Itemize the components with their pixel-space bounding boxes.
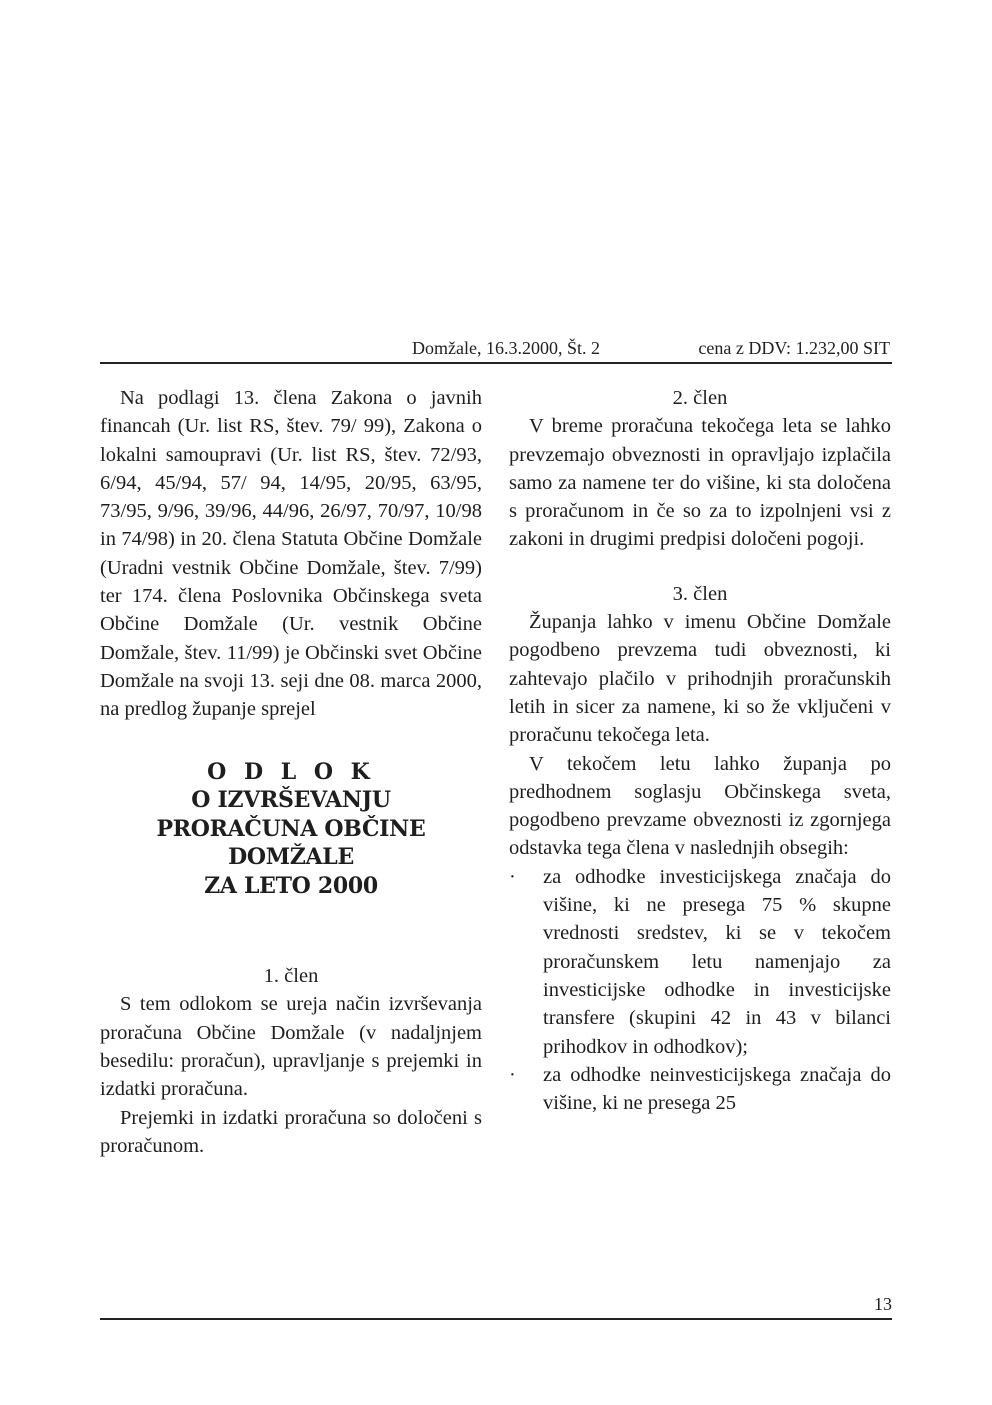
title-line-4: DOMŽALE [228, 844, 354, 871]
list-item-text: za odhodke neinvesticijskega značaja do višine, ki ne presega 25 [543, 1063, 891, 1115]
price-info: cena z DDV: 1.232,00 SIT [698, 338, 890, 358]
list-item [509, 1061, 891, 1118]
bullet-icon: · [509, 865, 516, 888]
article-1-paragraph-2: Prejemki in izdatki proračuna so določeni s proračunom. [100, 1106, 482, 1157]
article-1-paragraph-1: S tem odlokom se ureja način izvrševanja proračuna Občine Domžale (v nadaljnjem besedilu: proračun), upravljanje s prejemki in izdatki proračuna. [100, 993, 482, 1101]
article-1-heading: 1. člen [263, 965, 319, 988]
obligation-list [509, 863, 891, 1118]
footer-rule [100, 1318, 892, 1320]
title-line-3: PRORAČUNA OBČINE [156, 815, 426, 842]
left-column [100, 384, 482, 1160]
issue-info: Domžale, 16.3.2000, Št. 2 [412, 338, 600, 358]
bullet-icon: · [509, 1063, 516, 1086]
article-2-heading: 2. člen [672, 387, 728, 409]
title-line-1: O D L O K [207, 758, 375, 785]
right-column [509, 384, 891, 1117]
page-number: 13 [874, 1294, 892, 1314]
article-3-paragraph-2: V tekočem letu lahko županja po predhodnem soglasju Občinskega sveta, pogodbeno prevzame obveznosti iz zgornjega odstavka tega člena v naslednjih obsegih: [509, 752, 891, 860]
article-2-paragraph-1: V breme proračuna tekočega leta se lahko prevzemajo obveznosti in opravljajo izplačila samo za namene ter do višine, ki sta določena s proračunom in če so za to izpolnjeni vsi z zakoni in drugimi predpisi določeni pogoji. [509, 415, 891, 551]
article-3-paragraph-1: Županja lahko v imenu Občine Domžale pogodbeno prevzema tudi obveznosti, ki zahtevajo plačilo v prihodnjih proračunskih letih in sicer za namene, ki so že vključeni v proračunu tekočega leta. [509, 611, 891, 747]
preamble-paragraph: Na podlagi 13. člena Zakona o javnih financah (Ur. list RS, štev. 79/ 99), Zakona o lokalni samoupravi (Ur. list RS, štev. 72/93, 6/94, 45/94, 57/ 94, 14/95, 20/95, 63/95, 73/95, 9/96, 39/96, 44/96, 26/97, 70/97, 10/98 in 74/98) in 20. člena Statuta Občine Domžale (Uradni vestnik Občine Domžale, štev. 7/99) ter 174. člena Poslovnika Občinskega sveta Občine Domžale (Ur. vestnik Občine Domžale, štev. 11/99) je Občinski svet Občine Domžale na svoji 13. seji dne 08. marca 2000, na predlog županje sprejel [100, 387, 482, 721]
title-line-2: O IZVRŠEVANJU [191, 787, 391, 814]
list-item [509, 863, 891, 1061]
article-3-heading: 3. člen [672, 582, 728, 605]
header-rule [100, 362, 892, 364]
list-item-text: za odhodke investicijskega značaja do višine, ki ne presega 75 % skupne vrednosti sredstev, ki se v tekočem proračunskem letu namenjajo za investicijske odhodke in investicijske transfere (skupini 42 in 43 v bilanci prihodkov in odhodkov); [543, 865, 891, 1058]
document-title [100, 758, 482, 901]
running-header [100, 338, 890, 360]
title-line-5: ZA LETO 2000 [204, 872, 378, 899]
